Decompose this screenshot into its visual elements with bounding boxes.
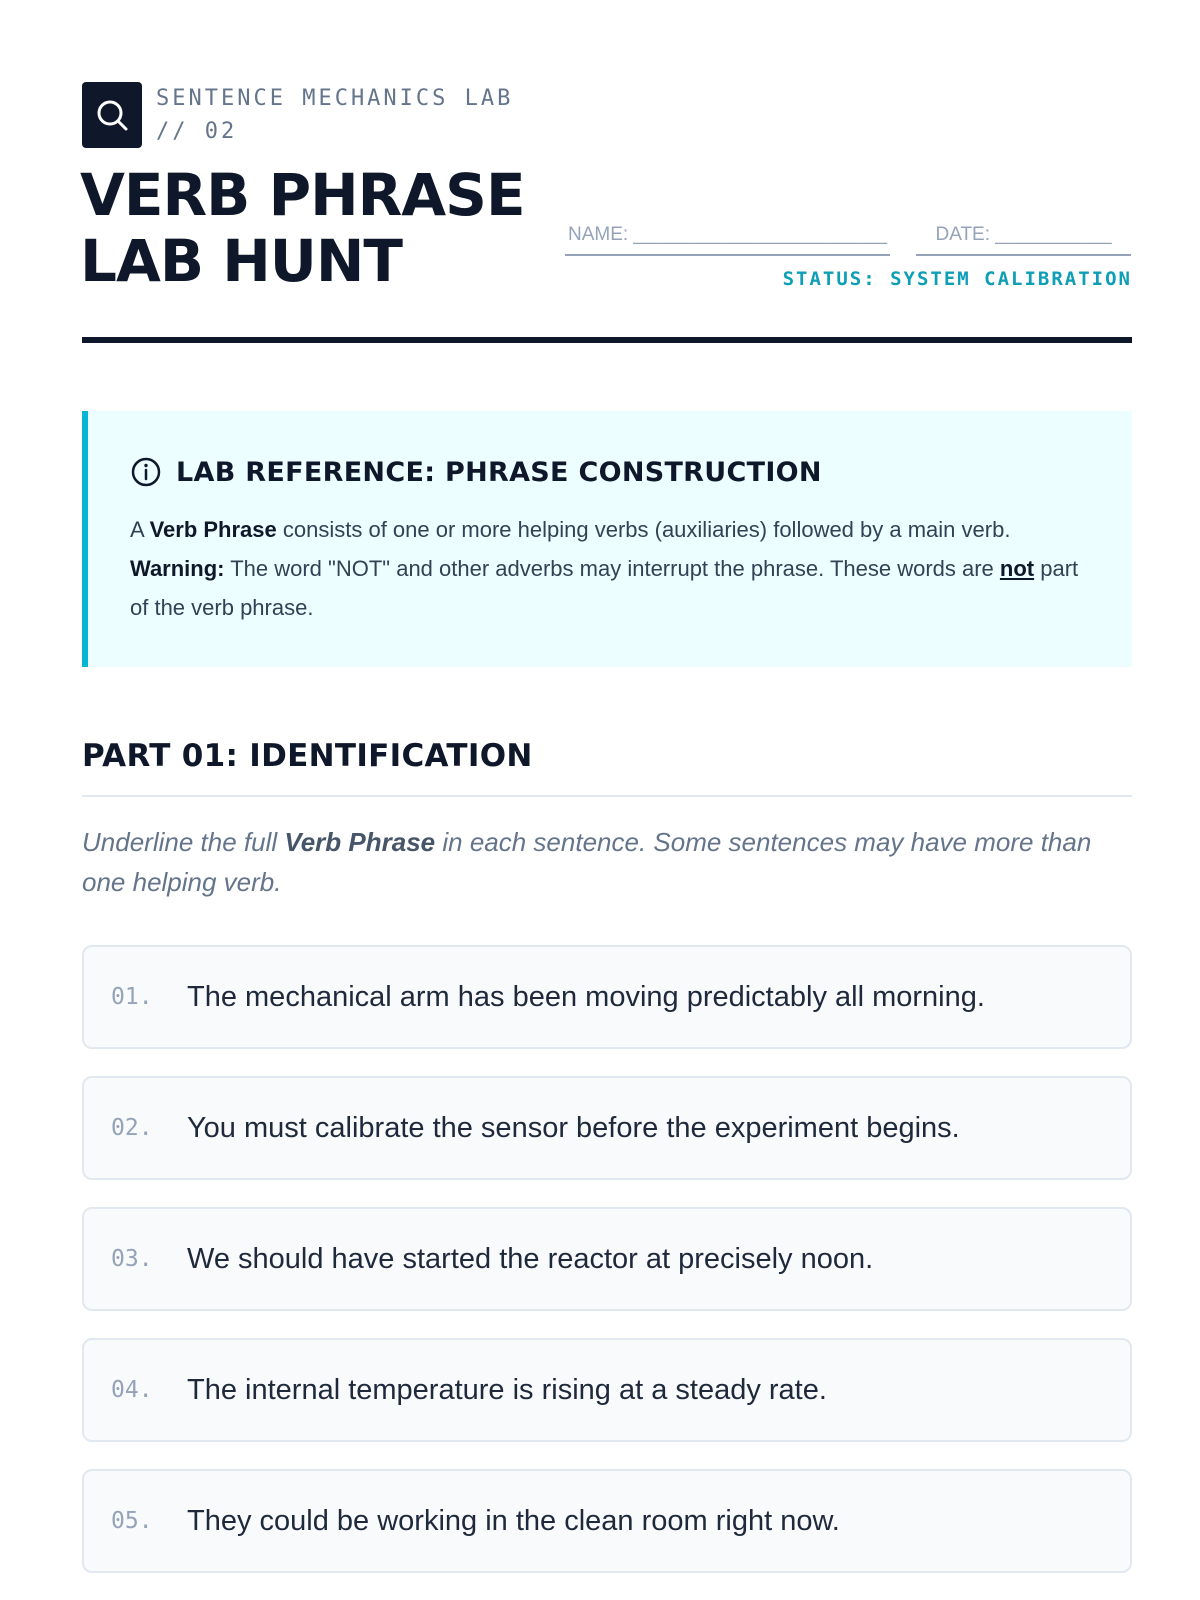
brand-line-2: // 02 (156, 119, 238, 144)
sentence-number: 01. (111, 984, 153, 1010)
name-field[interactable]: NAME: ________________________ (565, 216, 890, 256)
sentence-item[interactable] (82, 1338, 1132, 1442)
section-divider (82, 795, 1132, 797)
date-field[interactable]: DATE: ___________ (916, 216, 1131, 256)
instructions-text-a: Underline the full (82, 827, 285, 857)
reference-box (82, 411, 1132, 667)
reference-title: LAB REFERENCE: PHRASE CONSTRUCTION (176, 456, 822, 488)
info-icon (130, 456, 162, 488)
brand-label (156, 82, 513, 148)
page-title (80, 162, 525, 294)
title-line-2: LAB HUNT (80, 227, 402, 295)
sentence-item[interactable] (82, 1207, 1132, 1311)
definition-term: Verb Phrase (149, 517, 277, 542)
reference-body (130, 510, 1092, 627)
sentence-number: 05. (111, 1508, 153, 1534)
title-line-1: VERB PHRASE (80, 161, 525, 229)
sentence-text[interactable]: They could be working in the clean room right now. (187, 1504, 840, 1537)
section-title: PART 01: IDENTIFICATION (82, 738, 533, 774)
sentence-item[interactable] (82, 1469, 1132, 1573)
sentence-list (82, 945, 1132, 1600)
brand-header (82, 82, 513, 148)
sentence-number: 03. (111, 1246, 153, 1272)
reference-header (130, 456, 1092, 488)
magnifier-icon (82, 82, 142, 148)
definition-text-a: A (130, 517, 150, 542)
warning-emphasis: not (999, 556, 1035, 581)
reference-definition (130, 510, 1092, 549)
instructions-term: Verb Phrase (284, 827, 436, 857)
sentence-text[interactable]: We should have started the reactor at precisely noon. (187, 1242, 874, 1275)
instructions (82, 822, 1132, 902)
warning-text-b: part of the verb phrase. (130, 556, 1079, 620)
reference-warning (130, 549, 1092, 627)
warning-label: Warning: (130, 556, 225, 581)
sentence-text[interactable]: The internal temperature is rising at a steady rate. (187, 1373, 827, 1406)
sentence-number: 02. (111, 1115, 153, 1141)
instructions-text-b: in each sentence. Some sentences may have more than one helping verb. (82, 827, 1092, 897)
sentence-text[interactable]: The mechanical arm has been moving predictably all morning. (187, 980, 985, 1013)
warning-text-a: The word "NOT" and other adverbs may interrupt the phrase. These words are (224, 556, 1000, 581)
header-divider (82, 337, 1132, 343)
sentence-item[interactable] (82, 1076, 1132, 1180)
sentence-item[interactable] (82, 945, 1132, 1049)
sentence-text[interactable]: You must calibrate the sensor before the experiment begins. (187, 1111, 960, 1144)
status-label: STATUS: SYSTEM CALIBRATION (782, 268, 1132, 290)
brand-line-1: SENTENCE MECHANICS LAB (156, 86, 514, 111)
definition-text-b: consists of one or more helping verbs (auxiliaries) followed by a main verb. (276, 517, 1011, 542)
sentence-number: 04. (111, 1377, 153, 1403)
